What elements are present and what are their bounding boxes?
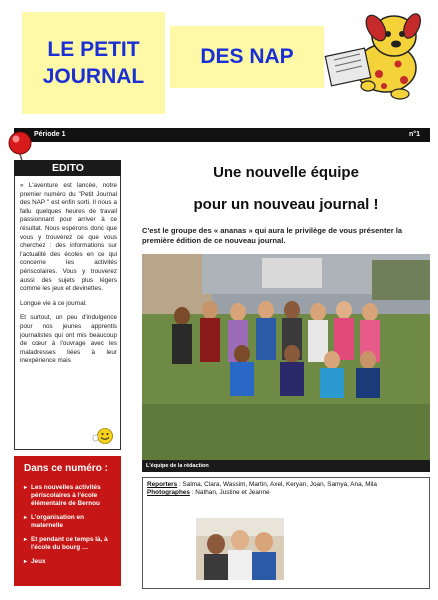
photographers-label: Photographes xyxy=(147,489,190,496)
edito-paragraph: Longue vie à ce journal. xyxy=(20,299,87,307)
photo-caption: L'équipe de la rédaction xyxy=(142,460,430,472)
reporters-names: Salma, Clara, Wassim, Martin, Axel, Keryan, Joan, Samya, Ana, Mila xyxy=(182,481,377,488)
contents-item: ▸ Et pendant ce temps là, à l'école du bourg … xyxy=(24,536,115,552)
journal-subtitle-box xyxy=(170,26,324,88)
article-headline-line-1: Une nouvelle équipe xyxy=(213,164,359,181)
period-bar xyxy=(14,128,430,142)
credits-box xyxy=(142,477,430,589)
edito-text xyxy=(20,182,117,372)
contents-item: ▸ Jeux xyxy=(24,558,115,566)
period-label: Période 1 xyxy=(34,131,66,138)
reporters-label: Reporters xyxy=(147,481,178,488)
article-intro: C'est le groupe des « ananas » qui aura le privilège de vous présenter la première édition de ce nouveau journal. xyxy=(142,226,403,245)
contents-box xyxy=(14,456,121,586)
title-line-2: JOURNAL xyxy=(42,65,145,88)
smiley-icon xyxy=(92,427,114,445)
edito-paragraph: « L'aventure est lancée, notre premier numéro du "Petit Journal des NAP " est enfin sorti. Il nous a fallu quelques heures de travail passionnant pour arriver à ce résultat. Nous espérons donc que vous y trouverez ce que vous cherchez : des informations sur l'actualité des écoles en ce qui concerne les activités périscolaires. Vous y trouverez aussi des sujets plus légers comme les jeux et devinettes. xyxy=(20,182,117,293)
photographers-photo xyxy=(196,518,284,580)
journal-title-box xyxy=(22,12,165,114)
team-photo xyxy=(142,254,430,472)
reporters-line: Reporters : Salma, Clara, Wassim, Martin, Axel, Keryan, Joan, Samya, Ana, Mila xyxy=(147,481,377,488)
edito-heading: EDITO xyxy=(14,160,121,176)
title-line-1: LE PETIT xyxy=(47,38,140,61)
contents-list xyxy=(24,484,115,566)
contents-item: ▸ Les nouvelles activités périscolaires à l'école élémentaire de Bernou xyxy=(24,484,115,508)
edito-paragraph: Et surtout, un peu d'indulgence pour nos jeunes apprentis journalistes qui ont mis beaucoup de cœur à l'ouvrage avec les maladresses liées à leur inexpérience mais xyxy=(20,314,117,365)
photographers-line: Photographes : Nathan, Justine et Jeanne xyxy=(147,489,270,496)
contents-heading: Dans ce numéro : xyxy=(24,463,108,474)
contents-item: ▸ L'organisation en maternelle xyxy=(24,514,115,530)
issue-number: n°1 xyxy=(409,131,420,138)
title-right: DES NAP xyxy=(200,45,294,68)
photographers-names: Nathan, Justine et Jeanne xyxy=(195,489,270,496)
dog-mascot-icon xyxy=(324,6,428,102)
article-headline-line-2: pour un nouveau journal ! xyxy=(193,196,379,213)
